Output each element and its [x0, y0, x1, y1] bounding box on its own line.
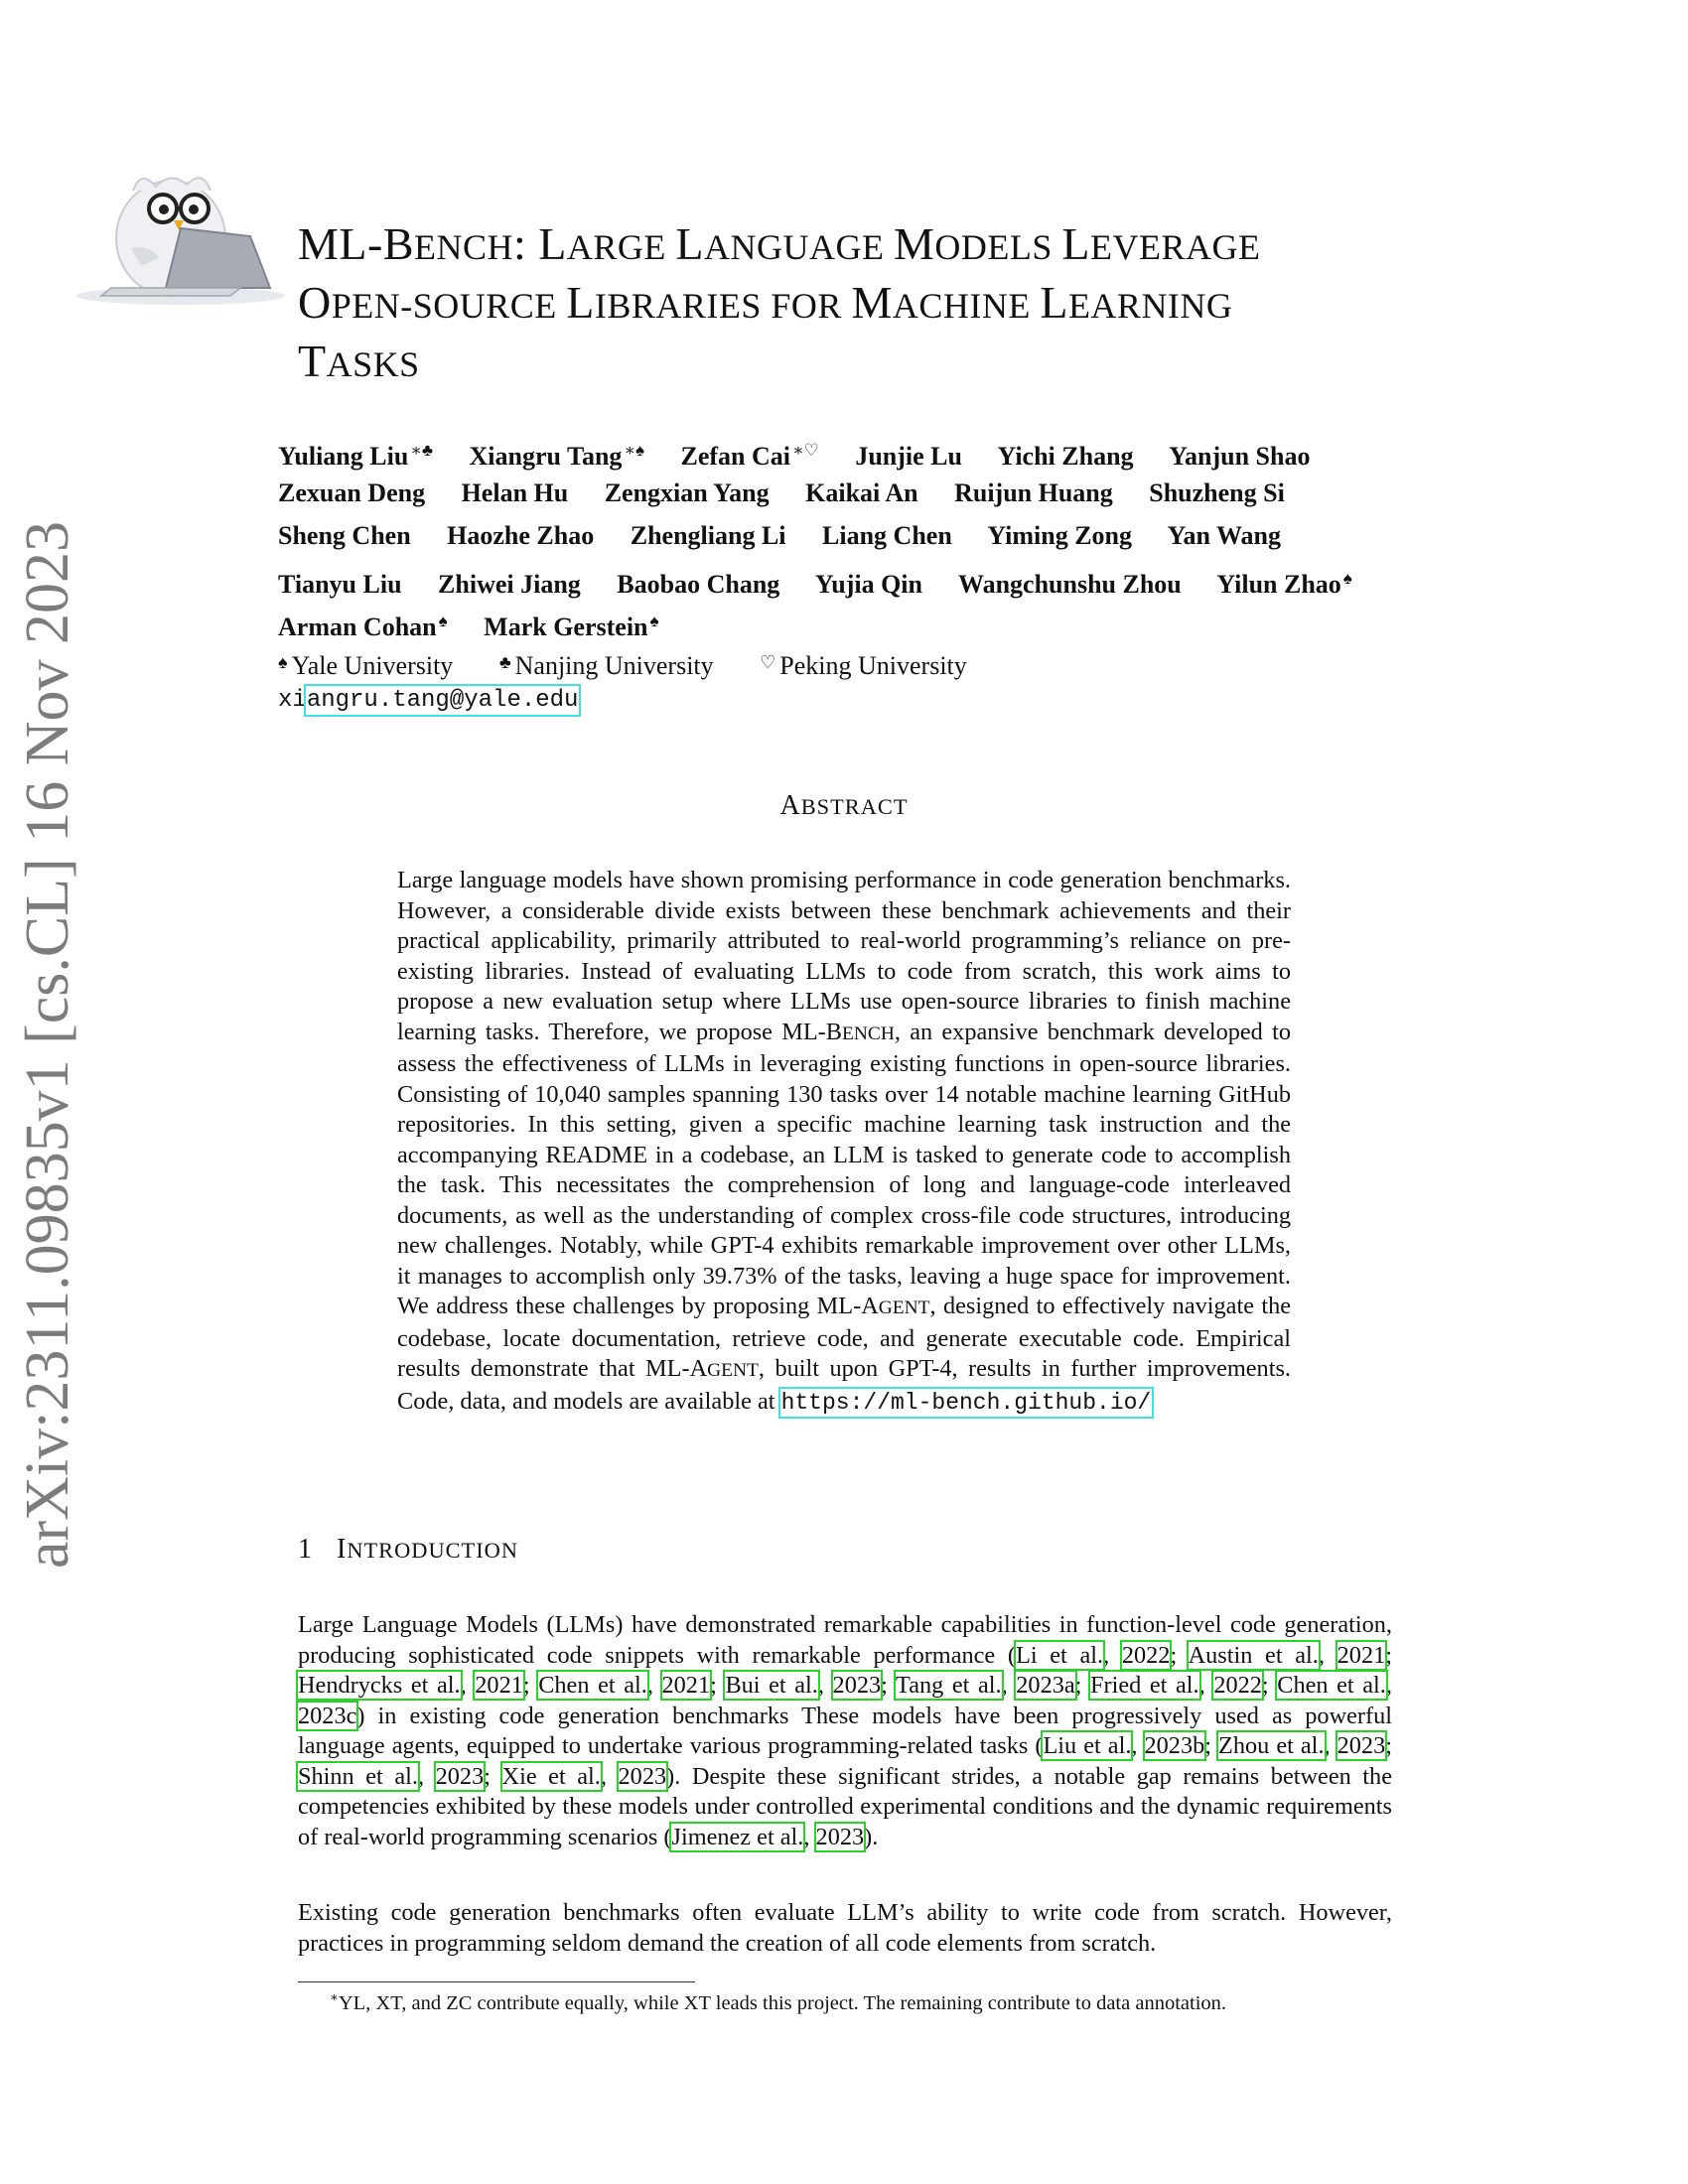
author-row — [278, 514, 1420, 557]
citation-year-link[interactable]: 2023 — [618, 1762, 667, 1790]
author: Ruijun Huang — [954, 478, 1113, 507]
title-line-2: OPEN-SOURCE LIBRARIES FOR MACHINE LEARNING — [298, 277, 1233, 328]
citation-link[interactable]: Chen et al. — [538, 1672, 647, 1699]
author-row — [278, 429, 1420, 472]
citation-link[interactable]: Bui et al. — [725, 1672, 818, 1699]
citation-link[interactable]: Shinn et al. — [298, 1762, 418, 1790]
author: Zengxian Yang — [604, 478, 770, 507]
author-list — [278, 429, 1420, 642]
citation-link[interactable]: Zhou et al. — [1218, 1732, 1325, 1759]
citation-link[interactable]: Jimenez et al. — [671, 1823, 804, 1850]
citation-link[interactable]: Tang et al. — [896, 1672, 1002, 1699]
paper-title — [298, 216, 1440, 392]
citation-year-link[interactable]: 2022 — [1121, 1641, 1171, 1669]
intro-paragraph-2: Existing code generation benchmarks often evaluate LLM’s ability to write code from scratch. However, practices in programming seldom demand the creation of all code elements from scratch. — [298, 1899, 1392, 1957]
citation-year-link[interactable]: 2023c — [298, 1702, 357, 1729]
author: Yan Wang — [1167, 521, 1281, 550]
author: Kaikai An — [805, 478, 918, 507]
author: Xiangru Tang ∗♠ — [469, 441, 645, 471]
project-url-link[interactable]: https://ml-bench.github.io/ — [780, 1389, 1152, 1416]
author: Yuliang Liu ∗♣ — [278, 441, 434, 471]
author: Tianyu Liu — [278, 570, 402, 599]
author: Zhiwei Jiang — [438, 570, 581, 599]
citation-link[interactable]: Hendrycks et al. — [298, 1672, 461, 1699]
author: Sheng Chen — [278, 521, 411, 550]
abstract-text: Large language models have shown promising performance in code generation benchmarks. However, a considerable divide exists between these benchmark achievements and their practical applicability, primarily attributed to real-world programming’s reliance on pre-existing libraries. Instead of evaluating LLMs to code from scratch, this work aims to propose a new evaluation setup where LLMs use open-source libraries to finish machine learning tasks. Therefore, we propose ML-BENCH, an expansive benchmark developed to assess the effectiveness of LLMs in leveraging existing functions in open-source libraries. Consisting of 10,040 samples spanning 130 tasks over 14 notable machine learning GitHub repositories. In this setting, given a specific machine learning task instruction and the accompanying README in a codebase, an LLM is tasked to generate code to accomplish the task. This necessitates the comprehension of long and language-code interleaved documents, as well as the understanding of complex cross-file code structures, introducing new challenges. Notably, while GPT-4 exhibits remarkable improvement over other LLMs, it manages to accomplish only 39.73% of the tasks, leaving a huge space for improvement. We address these challenges by proposing ML-AGENT, designed to effectively navigate the codebase, locate documentation, retrieve code, and generate executable code. Empirical results demonstrate that ML-AGENT, built upon GPT-4, results in further improvements. Code, data, and models are available at https://ml-bench.github.io/ — [397, 867, 1292, 1416]
intro-paragraph-1: Large Language Models (LLMs) have demonstrated remarkable capabilities in function-level code generation, producing sophisticated code snippets with remarkable performance (Li et al., 2022; Austin et al., 2021; Hendrycks et al., 2021; Chen et al., 2021; Bui et al., 2023; Tang et al., 2023a; Fried et al., 2022; Chen et al., 2023c) in existing code generation benchmarks These models have been progressively used as powerful language agents, equipped to undertake various programming-related tasks (Liu et al., 2023b; Zhou et al., 2023; Shinn et al., 2023; Xie et al., 2023). Despite these significant strides, a notable gap remains between the competencies exhibited by these models under controlled experimental conditions and the dynamic requirements of real-world programming scenarios (Jimenez et al., 2023). — [298, 1611, 1392, 1850]
author: Yilun Zhao ♠ — [1216, 569, 1352, 599]
citation-year-link[interactable]: 2023 — [1336, 1732, 1386, 1759]
citation-year-link[interactable]: 2023 — [832, 1672, 882, 1699]
author: Junjie Lu — [855, 442, 962, 471]
author: Mark Gerstein ♠ — [484, 612, 659, 641]
abstract-heading: ABSTRACT — [779, 790, 909, 821]
citation-year-link[interactable]: 2023b — [1144, 1732, 1205, 1759]
author: Yiming Zong — [987, 521, 1133, 550]
citation-link[interactable]: Chen et al. — [1277, 1672, 1386, 1699]
citation-link[interactable]: Liu et al. — [1043, 1732, 1132, 1759]
citation-year-link[interactable]: 2021 — [475, 1672, 523, 1699]
author: Yanjun Shao — [1169, 442, 1311, 471]
affiliations — [278, 651, 1007, 681]
author: Yichi Zhang — [997, 442, 1134, 471]
affiliation: ♣ Nanjing University — [498, 651, 714, 680]
citation-year-link[interactable]: 2023a — [1016, 1672, 1075, 1699]
section-heading-introduction: 1 INTRODUCTION — [298, 1534, 519, 1565]
affiliation: ♠ Yale University — [278, 651, 454, 680]
citation-year-link[interactable]: 2023 — [435, 1762, 485, 1790]
author: Yujia Qin — [814, 570, 922, 599]
title-line-1: ML-BENCH: LARGE LANGUAGE MODELS LEVERAGE — [298, 218, 1261, 269]
affiliation: ♡ Peking University — [760, 651, 967, 680]
email-link[interactable]: angru.tang@yale.edu — [306, 687, 579, 714]
citation-link[interactable]: Fried et al. — [1090, 1672, 1199, 1699]
citation-year-link[interactable]: 2021 — [661, 1672, 711, 1699]
author: Zefan Cai ∗♡ — [680, 441, 819, 471]
author-row — [278, 557, 1420, 600]
contact-email: xiangru.tang@yale.edu — [278, 687, 579, 714]
footnote: ∗YL, XT, and ZC contribute equally, while XT leads this project. The remaining contribute to data annotation. — [330, 1989, 1227, 2014]
citation-link[interactable]: Austin et al. — [1188, 1641, 1319, 1669]
title-line-3: TASKS — [298, 336, 420, 386]
author: Zhengliang Li — [630, 521, 786, 550]
author: Zexuan Deng — [278, 478, 426, 507]
author: Haozhe Zhao — [447, 521, 595, 550]
citation-year-link[interactable]: 2021 — [1336, 1641, 1386, 1669]
author-row — [278, 472, 1420, 514]
citation-year-link[interactable]: 2023 — [815, 1823, 865, 1850]
author: Baobao Chang — [617, 570, 780, 599]
author: Helan Hu — [461, 478, 569, 507]
author-row — [278, 600, 1420, 642]
author: Wangchunshu Zhou — [958, 570, 1182, 599]
author: Liang Chen — [822, 521, 952, 550]
citation-link[interactable]: Xie et al. — [501, 1762, 601, 1790]
author: Arman Cohan ♠ — [278, 612, 448, 641]
owl-with-laptop-icon — [71, 149, 290, 308]
footnote-rule — [298, 1981, 695, 1982]
arxiv-side-stamp: arXiv:2311.09835v1 [cs.CL] 16 Nov 2023 — [14, 520, 81, 1569]
citation-year-link[interactable]: 2022 — [1213, 1672, 1262, 1699]
author: Shuzheng Si — [1149, 478, 1285, 507]
citation-link[interactable]: Li et al. — [1015, 1641, 1104, 1669]
